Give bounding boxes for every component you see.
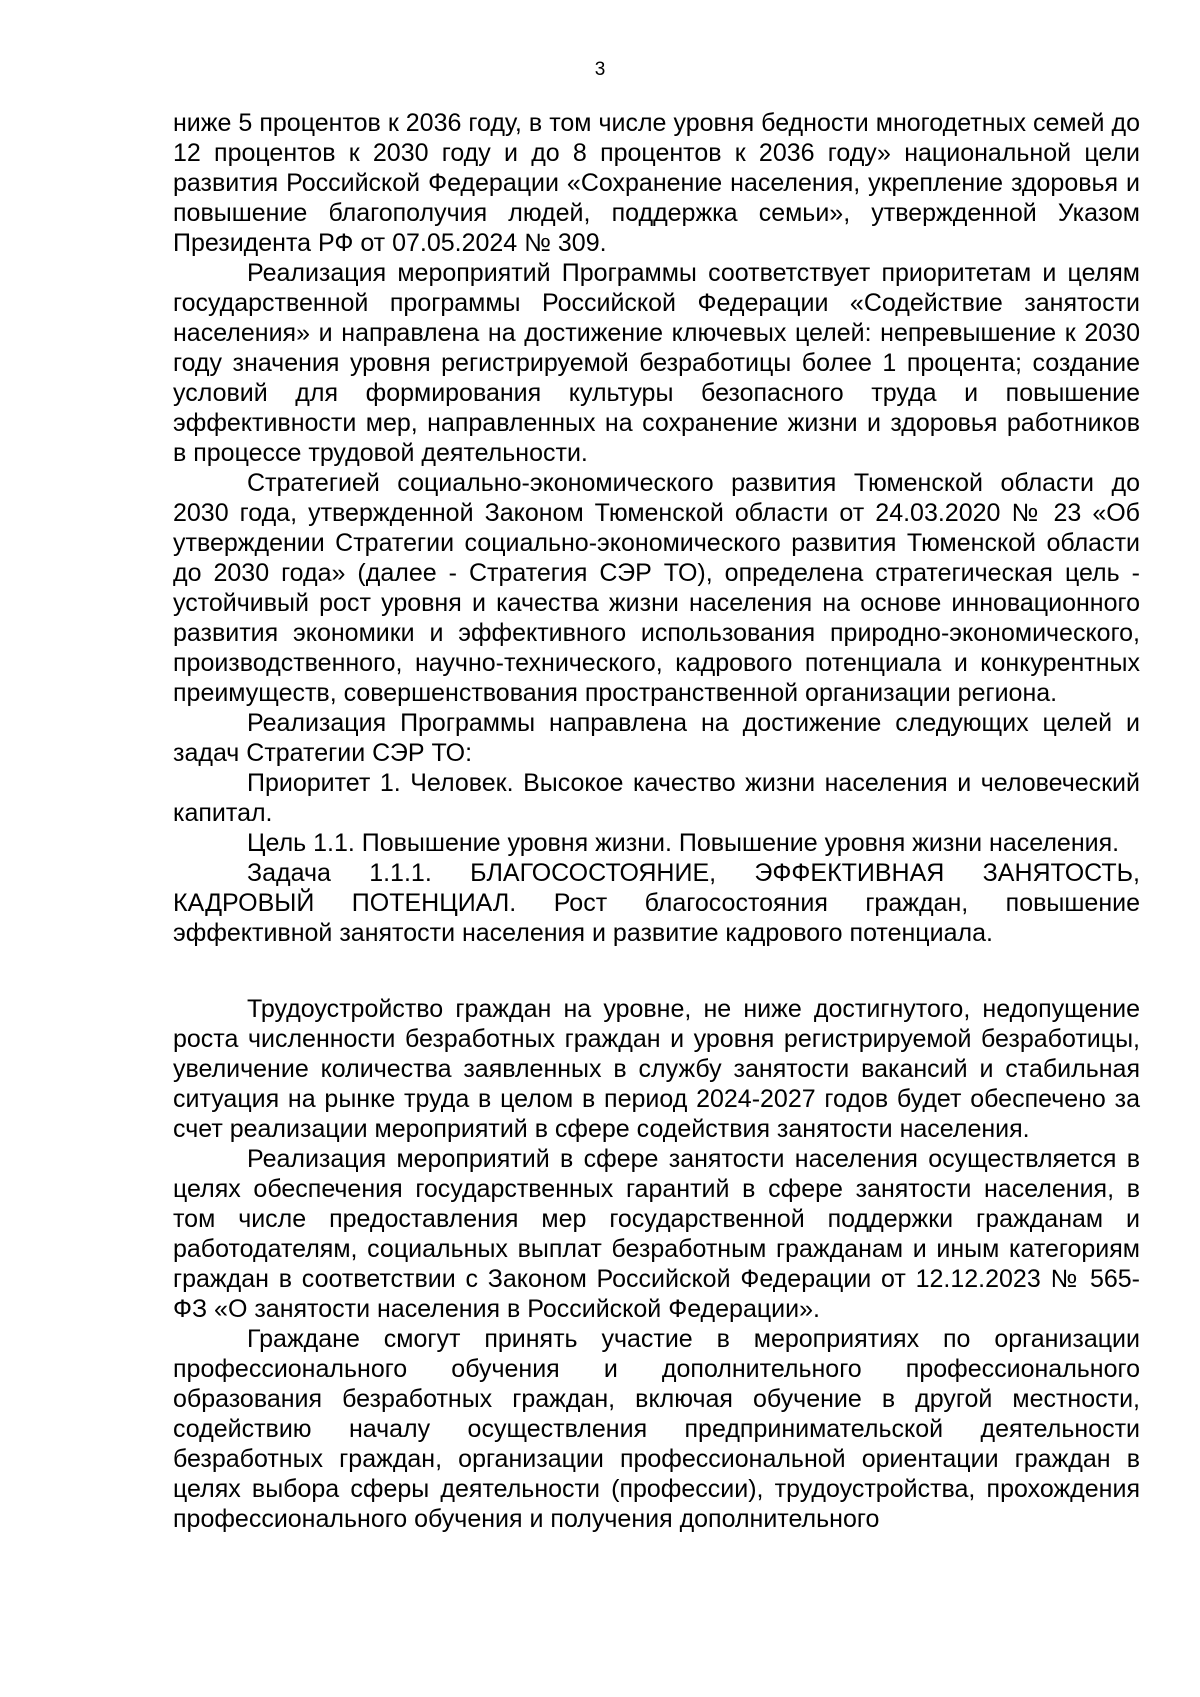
paragraph-gap (173, 948, 1140, 994)
page-number: 3 (594, 59, 606, 80)
paragraph-goal-1-1: Цель 1.1. Повышение уровня жизни. Повышение уровня жизни населения. (247, 829, 1120, 857)
paragraph-citizens-participation: Граждане смогут принять участие в мероприятиях по организации профессионального обучения и дополнительного профессионального образования безработных граждан, включая обучение в другой местности, содействию началу осуществления предпринимательской деятельности безработных граждан, организации профессиональной ориентации граждан в целях выбора сферы деятельности (профессии), трудоустройства, прохождения профессионального обучения и получения дополнительного (173, 1325, 1140, 1533)
paragraph-employment: Трудоустройство граждан на уровне, не ниже достигнутого, недопущение роста численности безработных граждан и уровня регистрируемой безработицы, увеличение количества заявленных в службу занятости вакансий и стабильная ситуация на рынке труда в целом в период 2024-2027 годов будет обеспечено за счет реализации мероприятий в сфере содействия занятости населения. (173, 995, 1140, 1143)
paragraph-priority-1: Приоритет 1. Человек. Высокое качество жизни населения и человеческий капитал. (173, 769, 1140, 827)
paragraph-program-goals: Реализация Программы направлена на достижение следующих целей и задач Стратегии СЭР ТО: (173, 709, 1140, 767)
paragraph-employment-measures: Реализация мероприятий в сфере занятости населения осуществляется в целях обеспечения государственных гарантий в сфере занятости населения, в том числе предоставления мер государственной поддержки гражданам и работодателям, социальных выплат безработным гражданам и иным категориям граждан в соответствии с Законом Российской Федерации от 12.12.2023 № 565-ФЗ «О занятости населения в Российской Федерации». (173, 1145, 1140, 1323)
paragraph-strategy: Стратегией социально-экономического развития Тюменской области до 2030 года, утвержденной Законом Тюменской области от 24.03.2020 № 23 «Об утверждении Стратегии социально-экономического развития Тюменской области до 2030 года» (далее - Стратегия СЭР ТО), определена стратегическая цель - устойчивый рост уровня и качества жизни населения на основе инновационного развития экономики и эффективного использования природно-экономического, производственного, научно-технического, кадрового потенциала и конкурентных преимуществ, совершенствования пространственной организации региона. (173, 469, 1140, 707)
paragraph-task-1-1-1: Задача 1.1.1. БЛАГОСОСТОЯНИЕ, ЭФФЕКТИВНАЯ ЗАНЯТОСТЬ, КАДРОВЫЙ ПОТЕНЦИАЛ. Рост благосостояния граждан, повышение эффективной занятости населения и развитие кадрового потенциала. (173, 859, 1140, 947)
document-body (173, 108, 1140, 1534)
paragraph-program-priorities: Реализация мероприятий Программы соответствует приоритетам и целям государственной программы Российской Федерации «Содействие занятости населения» и направлена на достижение ключевых целей: непревышение к 2030 году значения уровня регистрируемой безработицы более 1 процента; создание условий для формирования культуры безопасного труда и повышение эффективности мер, направленных на сохранение жизни и здоровья работников в процессе трудовой деятельности. (173, 259, 1140, 467)
paragraph-continuation: ниже 5 процентов к 2036 году, в том числе уровня бедности многодетных семей до 12 процентов к 2030 году и до 8 процентов к 2036 году» национальной цели развития Российской Федерации «Сохранение населения, укрепление здоровья и повышение благополучия людей, поддержка семьи», утвержденной Указом Президента РФ от 07.05.2024 № 309. (173, 109, 1140, 257)
